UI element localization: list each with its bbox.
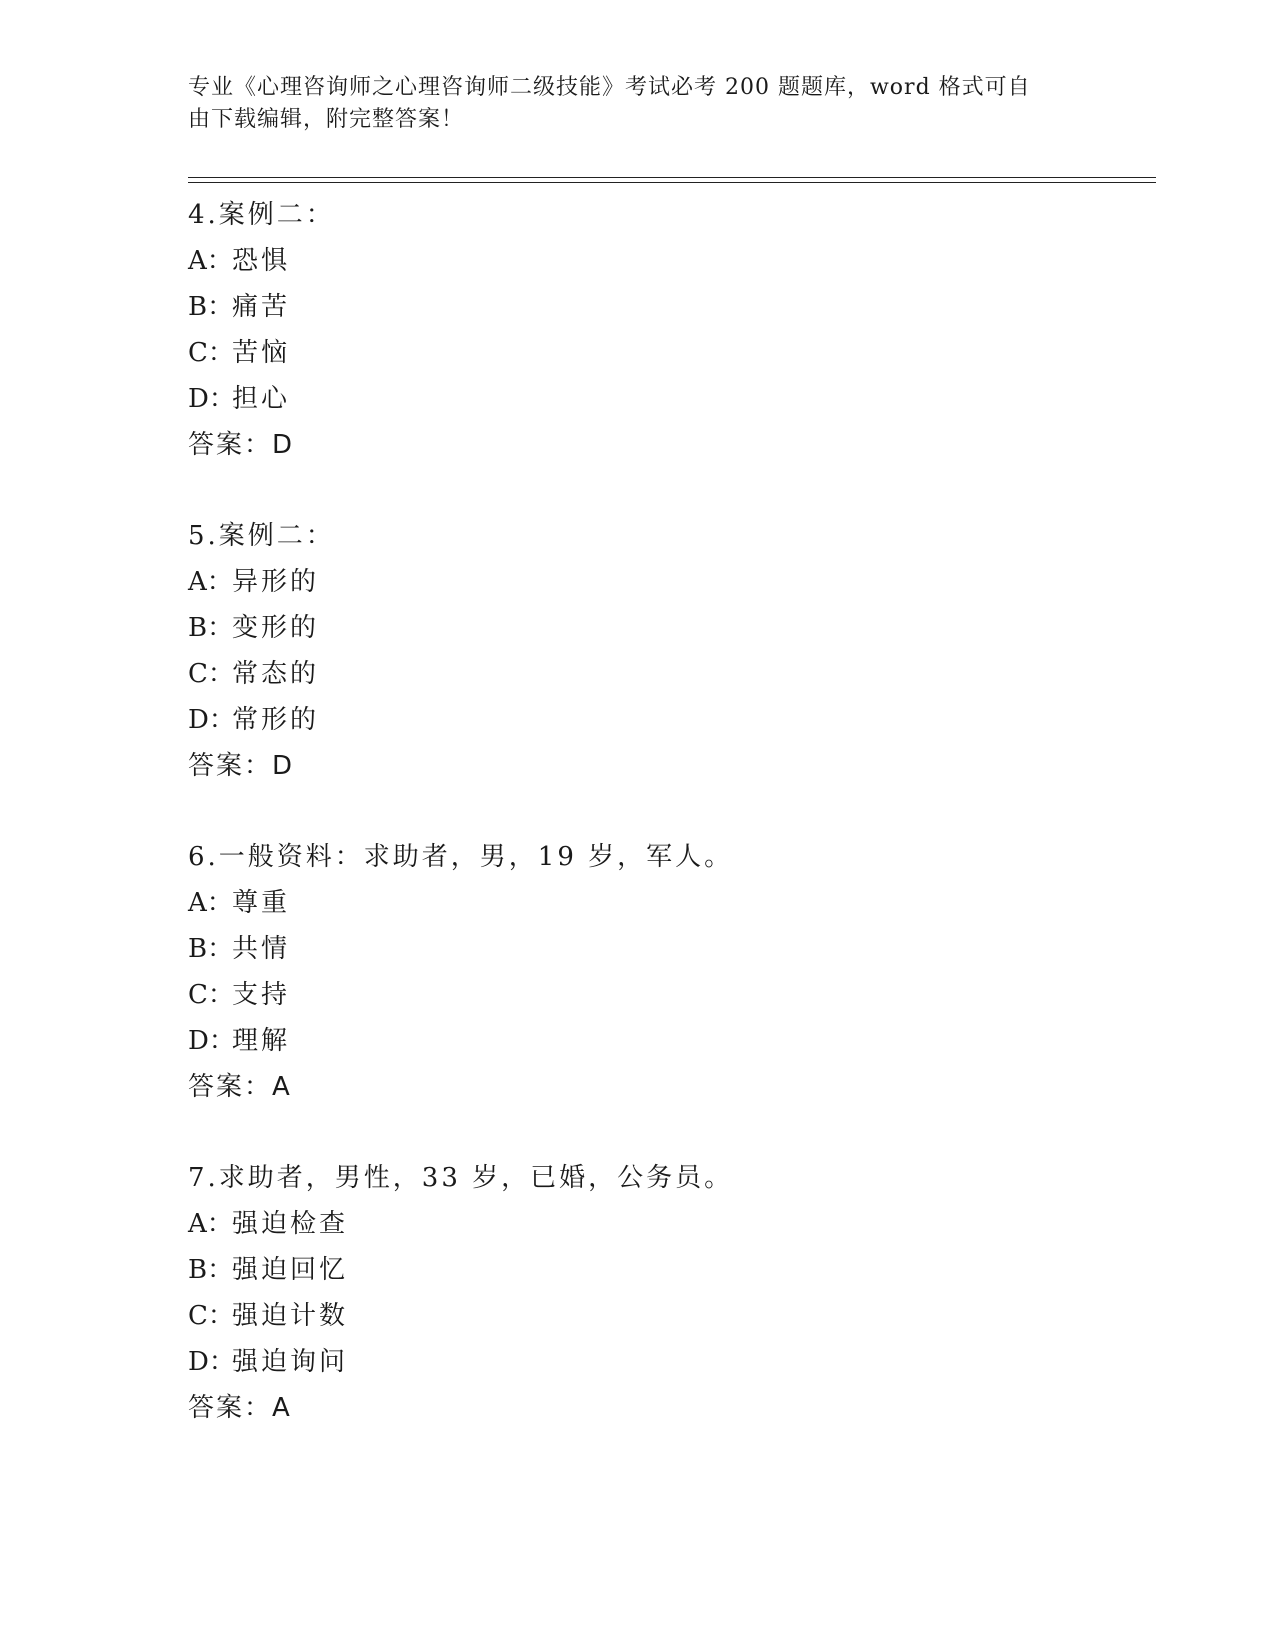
question-list (188, 192, 1148, 1476)
option-text: 强迫检查 (232, 1209, 349, 1239)
option-letter: A： (188, 888, 233, 918)
option-d (188, 1339, 1148, 1385)
answer-label: 答案： (188, 751, 273, 781)
option-text: 理解 (232, 1026, 291, 1056)
answer-value: A (272, 1072, 291, 1102)
option-text: 共情 (232, 934, 291, 964)
header-divider-bottom (188, 182, 1156, 183)
question-stem: 5.案例二： (188, 521, 335, 551)
answer-line (188, 743, 1148, 789)
option-d (188, 376, 1148, 422)
header-line-2: 由下载编辑，附完整答案！ (188, 107, 465, 132)
answer-label: 答案： (188, 1072, 273, 1102)
option-a (188, 880, 1148, 926)
option-letter: B： (188, 934, 234, 964)
answer-line (188, 1385, 1148, 1431)
question-stem: 4.案例二： (188, 200, 335, 230)
option-letter: C： (188, 338, 234, 368)
option-text: 痛苦 (232, 292, 291, 322)
option-text: 支持 (232, 980, 291, 1010)
option-d (188, 1018, 1148, 1064)
answer-label: 答案： (188, 1393, 273, 1423)
option-text: 恐惧 (232, 246, 291, 276)
option-text: 强迫询问 (232, 1347, 349, 1377)
option-letter: C： (188, 1301, 234, 1331)
option-text: 常态的 (232, 659, 320, 689)
option-c (188, 330, 1148, 376)
option-c (188, 651, 1148, 697)
option-c (188, 1293, 1148, 1339)
question-stem: 7.求助者，男性，33 岁，已婚，公务员。 (188, 1163, 734, 1193)
answer-value: D (272, 751, 294, 781)
option-text: 强迫回忆 (232, 1255, 349, 1285)
answer-line (188, 1064, 1148, 1110)
option-letter: C： (188, 980, 234, 1010)
option-letter: C： (188, 659, 234, 689)
option-letter: D： (188, 384, 235, 414)
option-c (188, 972, 1148, 1018)
option-letter: D： (188, 705, 235, 735)
header-line-1: 专业《心理咨询师之心理咨询师二级技能》考试必考 200 题题库，word 格式可自 (188, 75, 1031, 100)
question-stem: 6.一般资料：求助者，男，19 岁，军人。 (188, 842, 734, 872)
option-d (188, 697, 1148, 743)
answer-value: D (272, 430, 294, 460)
option-letter: B： (188, 613, 234, 643)
option-letter: D： (188, 1347, 235, 1377)
option-text: 担心 (232, 384, 291, 414)
option-a (188, 1201, 1148, 1247)
option-text: 常形的 (232, 705, 320, 735)
option-b (188, 1247, 1148, 1293)
option-letter: B： (188, 292, 234, 322)
option-a (188, 238, 1148, 284)
answer-value: A (272, 1393, 291, 1423)
document-header (188, 72, 1068, 136)
option-b (188, 926, 1148, 972)
answer-line (188, 422, 1148, 468)
answer-label: 答案： (188, 430, 273, 460)
header-divider-top (188, 177, 1156, 178)
option-text: 异形的 (232, 567, 320, 597)
question-4 (188, 192, 1148, 468)
option-a (188, 559, 1148, 605)
option-text: 尊重 (232, 888, 291, 918)
option-letter: A： (188, 567, 233, 597)
option-text: 变形的 (232, 613, 320, 643)
option-letter: D： (188, 1026, 235, 1056)
option-text: 强迫计数 (232, 1301, 349, 1331)
question-6 (188, 834, 1148, 1110)
question-5 (188, 513, 1148, 789)
option-text: 苦恼 (232, 338, 291, 368)
question-7 (188, 1155, 1148, 1431)
option-letter: B： (188, 1255, 234, 1285)
option-b (188, 284, 1148, 330)
option-letter: A： (188, 1209, 233, 1239)
option-letter: A： (188, 246, 233, 276)
option-b (188, 605, 1148, 651)
